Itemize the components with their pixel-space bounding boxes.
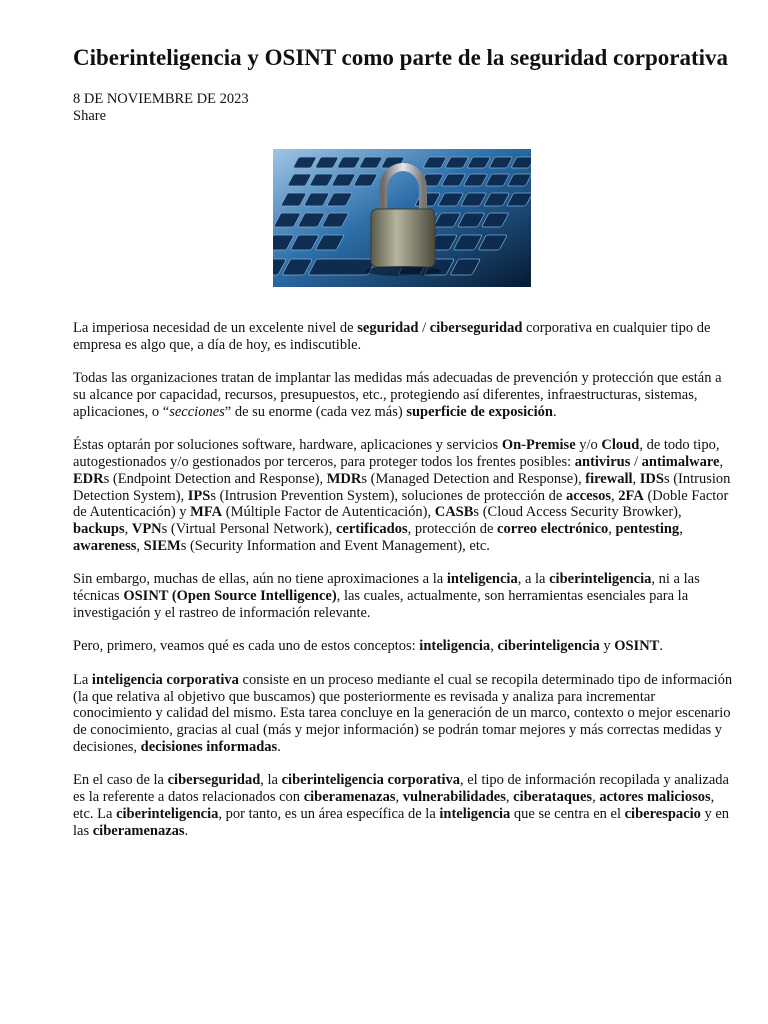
text-run: s (Intrusion Detection System), xyxy=(73,470,731,504)
bold-term: antivirus xyxy=(574,453,631,470)
paragraph xyxy=(73,370,733,420)
bold-term: antimalware xyxy=(641,453,720,470)
text-run: En el caso de la xyxy=(73,772,168,789)
article xyxy=(73,44,733,839)
text-run: s (Virtual Personal Network), xyxy=(161,521,336,538)
text-run: . xyxy=(277,738,281,755)
text-run: , xyxy=(719,453,724,470)
text-run: s (Managed Detection and Response), xyxy=(361,470,586,487)
text-run: s (Security Information and Event Management), etc. xyxy=(180,537,490,554)
bold-term: actores maliciosos xyxy=(599,789,711,806)
text-run: , xyxy=(679,521,683,538)
bold-term: IPS xyxy=(187,487,211,504)
bold-term: OSINT (Open Source Intelligence) xyxy=(123,588,337,605)
bold-term: decisiones informadas xyxy=(140,738,278,755)
article-title: Ciberinteligencia y OSINT como parte de la seguridad corporativa xyxy=(73,45,729,70)
text-run: La xyxy=(73,671,92,688)
text-run: (Doble Factor de Autenticación) y xyxy=(73,487,729,521)
text-run: , xyxy=(611,487,619,504)
text-run: corporativa en cualquier tipo de empresa es algo que, a día de hoy, es indiscutible. xyxy=(73,320,711,353)
text-run: Éstas optarán por soluciones software, hardware, aplicaciones y servicios xyxy=(73,437,502,454)
text-run: Sin embargo, muchas de ellas, aún no tiene aproximaciones a la xyxy=(73,571,447,588)
paragraph xyxy=(73,772,733,839)
bold-term: ciberseguridad xyxy=(429,320,523,336)
bold-term: awareness xyxy=(73,537,137,554)
bold-term: ciberamenazas xyxy=(303,789,396,806)
bold-term: Cloud xyxy=(601,437,640,454)
bold-term: superficie de exposición xyxy=(406,403,553,420)
text-run: , xyxy=(490,638,498,655)
publish-date: 8 DE NOVIEMBRE DE 2023 xyxy=(73,91,249,107)
paragraph xyxy=(73,571,733,621)
paragraph xyxy=(73,672,733,756)
text-run: , xyxy=(136,537,144,554)
text-run: , etc. La xyxy=(73,789,715,822)
bold-term: ciberinteligencia xyxy=(497,638,600,655)
bold-term: vulnerabilidades xyxy=(402,789,506,806)
text-run: s (Intrusion Prevention System), soluciones de protección de xyxy=(210,487,566,504)
text-run: , xyxy=(632,470,640,487)
text-run: , la xyxy=(260,772,282,789)
paragraph xyxy=(73,437,733,555)
text-run: , xyxy=(395,789,403,806)
bold-term: ciberespacio xyxy=(624,805,701,822)
text-run: y en las xyxy=(73,805,730,839)
text-run: s (Cloud Access Security Browker), xyxy=(473,504,682,521)
text-run: , por tanto, es un área específica de la xyxy=(218,805,440,822)
text-run: , xyxy=(124,521,132,538)
bold-term: inteligencia corporativa xyxy=(91,671,239,688)
bold-term: accesos xyxy=(565,487,612,504)
text-run: (Múltiple Factor de Autenticación), xyxy=(222,504,435,521)
bold-term: ciberataques xyxy=(513,789,593,806)
bold-term: OSINT xyxy=(614,638,660,655)
text-run: y/o xyxy=(575,437,602,454)
text-run: , protección de xyxy=(407,521,498,538)
bold-term: backups xyxy=(73,521,125,538)
article-body xyxy=(73,320,733,856)
bold-term: ciberseguridad xyxy=(167,772,261,789)
text-run: , ni a las técnicas xyxy=(73,571,700,605)
bold-term: MDR xyxy=(326,470,362,487)
italic-term: secciones xyxy=(169,403,225,420)
bold-term: ciberinteligencia xyxy=(549,571,652,588)
text-run: , xyxy=(608,521,616,538)
text-run: / xyxy=(630,453,642,470)
paragraph xyxy=(73,638,733,655)
text-run: . xyxy=(184,822,189,839)
text-run: , xyxy=(505,789,514,806)
bold-term: MFA xyxy=(190,504,223,521)
text-run: . xyxy=(552,403,557,420)
text-run: , las cuales, actualmente, son herramientas esenciales para la investigación y el rastreo de información relevante. xyxy=(73,588,689,621)
text-run: s (Endpoint Detection and Response), xyxy=(103,470,327,487)
bold-term: EDR xyxy=(73,470,104,487)
bold-term: inteligencia xyxy=(446,571,518,588)
bold-term: inteligencia xyxy=(419,638,491,655)
bold-term: ciberinteligencia corporativa xyxy=(281,772,460,789)
text-run: Pero, primero, veamos qué es cada uno de estos conceptos: xyxy=(73,638,420,655)
text-run: , xyxy=(592,789,600,806)
bold-term: ciberamenazas xyxy=(92,822,185,839)
share-link[interactable]: Share xyxy=(73,108,107,124)
bold-term: seguridad xyxy=(357,320,419,336)
bold-term: 2FA xyxy=(618,487,644,504)
bold-term: certificados xyxy=(335,521,408,538)
text-run: / xyxy=(418,320,430,336)
bold-term: firewall xyxy=(585,470,633,487)
bold-term: ciberinteligencia xyxy=(116,805,219,822)
text-run: ” de su enorme (cada vez más) xyxy=(224,403,407,420)
bold-term: CASB xyxy=(434,504,474,521)
text-run: . xyxy=(659,638,663,655)
bold-term: pentesting xyxy=(615,521,680,538)
bold-term: inteligencia xyxy=(439,805,511,822)
bold-term: VPN xyxy=(131,521,162,538)
bold-term: correo electrónico xyxy=(497,521,609,538)
padlock-keyboard-image xyxy=(273,149,531,287)
text-run: La imperiosa necesidad de un excelente nivel de xyxy=(73,320,358,336)
bold-term: On-Premise xyxy=(501,437,576,454)
text-run: Todas las organizaciones tratan de implantar las medidas más adecuadas de prevención y protección que están a su alcance por capacidad, recursos, presupuestos, etc., protegiendo así diferentes, infraestructuras, sistemas, aplicaciones, o “ xyxy=(73,370,722,420)
text-run: que se centra en el xyxy=(510,805,625,822)
bold-term: SIEM xyxy=(143,537,181,554)
text-run: , de todo tipo, autogestionados y/o gestionados por terceros, para proteger todos los frentes posibles: xyxy=(73,437,720,470)
paragraph xyxy=(73,320,733,354)
text-run: , el tipo de información recopilada y analizada es la referente a datos relacionados con xyxy=(73,772,729,806)
text-run: y xyxy=(599,638,615,655)
text-run: , a la xyxy=(517,571,550,588)
text-run: consiste en un proceso mediante el cual se recopila determinado tipo de información (la que relativa al objetivo que buscamos) que posteriormente es revisada y analiza para incrementar conocimiento y calidad del mismo. Esta tarea concluye en la generación de un marco, contexto o mejor escenario de conocimiento, gracias al cual (más y mejor información) se podrán tomar mejores y más correctas medidas y decisiones, xyxy=(73,671,733,755)
bold-term: IDS xyxy=(639,470,664,487)
